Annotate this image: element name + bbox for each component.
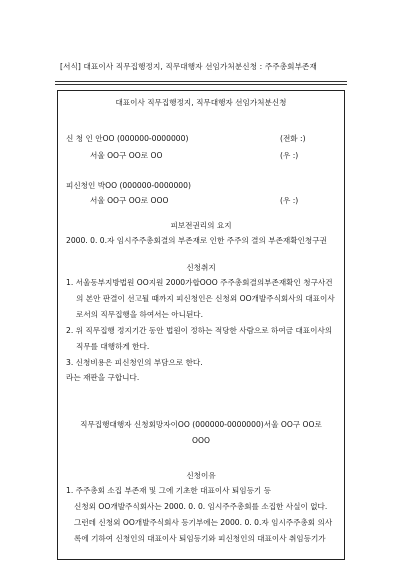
purpose-line: 로서의 직무집행을 하여서는 아니된다.: [76, 310, 204, 319]
reasons-line: 신청외 OO개발주식회사는 2000. 0. 0. 임시주주총회를 소집한 사실이 없다.: [74, 502, 328, 511]
reasons-line: 그런데 신청외 OO개발주식회사 등기부에는 2000. 0. 0.자 임시주주총회 의사: [74, 518, 333, 527]
purpose-line: 1. 서울동부지방법원 OO지원 2000가합OOO 주주총회결의부존재확인 청구사건: [66, 278, 333, 287]
purpose-line: 직무를 대행하게 한다.: [76, 342, 150, 351]
purpose-line: 2. 위 직무집행 정지기간 동안 법원이 정하는 적당한 사람으로 하여금 대표이사의: [66, 326, 333, 335]
header-rule-bottom: [55, 84, 347, 85]
reasons-heading: 신청이유: [186, 471, 216, 480]
applicant-name: 신 청 인 안OO (000000-0000000): [66, 134, 189, 143]
header-rule-top: [55, 81, 347, 82]
respondent-zip: (우 :): [280, 196, 299, 205]
deputy-applicant-line: 직무집행대행자 신청회망자이OO (000000-0000000)서울 OO구 OO로: [80, 420, 322, 429]
purpose-closing: 라는 재판을 구합니다.: [66, 373, 140, 382]
applicant-phone: (전화 :): [280, 134, 306, 143]
purpose-heading: 신청취지: [186, 263, 216, 272]
deputy-applicant-line: OOO: [192, 436, 210, 445]
preserved-rights-heading: 피보전권리의 요지: [170, 221, 232, 230]
respondent-address: 서울 OO구 OO로 OOO: [90, 196, 169, 205]
applicant-address: 서울 OO구 OO로 OO: [90, 151, 163, 160]
document-title: 대표이사 직무집행정지, 직무대행자 선임가처분신청: [115, 98, 287, 107]
purpose-line: 3. 신청비용은 피신청인의 부담으로 한다.: [66, 358, 203, 367]
reasons-line: 1. 주주총회 소집 부존재 및 그에 기초한 대표이사 퇴임등기 등: [66, 486, 272, 495]
preserved-rights-text: 2000. 0. 0.자 임시주주총회결의 부존재로 인한 주주의 결의 부존재확인청구권: [66, 236, 327, 245]
form-frame: [57, 90, 345, 560]
reasons-line: 록에 기하여 신청인의 대표이사 퇴임등기와 피신청인의 대표이사 취임등기가: [74, 534, 326, 543]
form-header: [서식] 대표이사 직무집행정지, 직무대행자 선임가처분신청 : 주주총회부존재: [60, 62, 317, 71]
applicant-zip: (우 :): [280, 151, 299, 160]
respondent-name: 피신청인 박OO (000000-0000000): [66, 181, 191, 190]
purpose-line: 의 본안 판결이 선고될 때까지 피신청인은 신청외 OO개발주식회사의 대표이사: [76, 294, 335, 303]
